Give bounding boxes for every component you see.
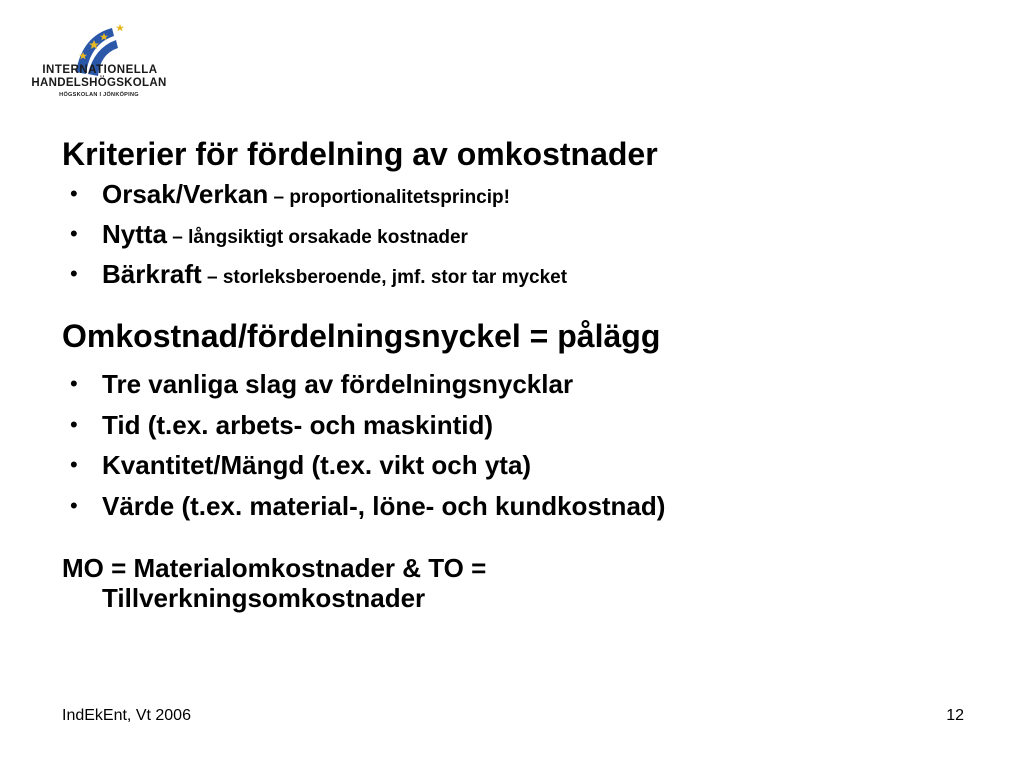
criteria-item xyxy=(62,254,962,294)
slide-content xyxy=(62,134,962,613)
criteria-main: Bärkraft xyxy=(102,259,202,289)
bullet-icon: • xyxy=(70,411,78,437)
keys-list xyxy=(62,364,962,526)
bullet-icon: • xyxy=(70,492,78,518)
footer-course-label: IndEkEnt, Vt 2006 xyxy=(62,707,191,724)
criteria-main: Nytta xyxy=(102,219,168,249)
criteria-sub: – långsiktigt orsakade kostnader xyxy=(167,227,468,248)
logo-text-line1: INTERNATIONELLA xyxy=(42,64,158,76)
school-logo xyxy=(26,18,166,108)
criteria-main: Orsak/Verkan xyxy=(102,179,269,209)
bullet-icon: • xyxy=(70,371,78,396)
formula-text: MO = Materialomkostnader & TO = Tillverkningsomkostnader xyxy=(62,553,487,613)
keys-item-text: Kvantitet/Mängd (t.ex. vikt och yta) xyxy=(102,450,532,480)
criteria-sub: – proportionalitetsprincip! xyxy=(268,187,510,208)
bullet-icon: • xyxy=(70,221,78,246)
logo-text-line3: HÖGSKOLAN I JÖNKÖPING xyxy=(59,92,139,98)
criteria-item xyxy=(62,174,962,214)
keys-item-text: Värde (t.ex. material-, löne- och kundkostnad) xyxy=(102,490,666,521)
page-number: 12 xyxy=(946,707,964,724)
logo-text-line2: HANDELSHÖGSKOLAN xyxy=(31,77,167,89)
criteria-item xyxy=(62,214,962,254)
bullet-icon: • xyxy=(70,452,78,477)
bullet-icon: • xyxy=(70,261,78,286)
section1-heading: Kriterier för fördelning av omkostnader xyxy=(62,136,658,172)
criteria-sub: – storleksberoende, jmf. stor tar mycket xyxy=(201,267,568,288)
criteria-list xyxy=(62,174,962,294)
keys-item xyxy=(62,405,962,446)
bullet-icon: • xyxy=(70,181,78,206)
keys-item xyxy=(62,445,962,486)
keys-item xyxy=(62,486,962,527)
keys-item-text: Tid (t.ex. arbets- och maskintid) xyxy=(102,409,494,440)
keys-item xyxy=(62,364,962,405)
section2-heading: Omkostnad/fördelningsnyckel = pålägg xyxy=(62,318,661,354)
keys-item-text: Tre vanliga slag av fördelningsnycklar xyxy=(102,369,574,399)
